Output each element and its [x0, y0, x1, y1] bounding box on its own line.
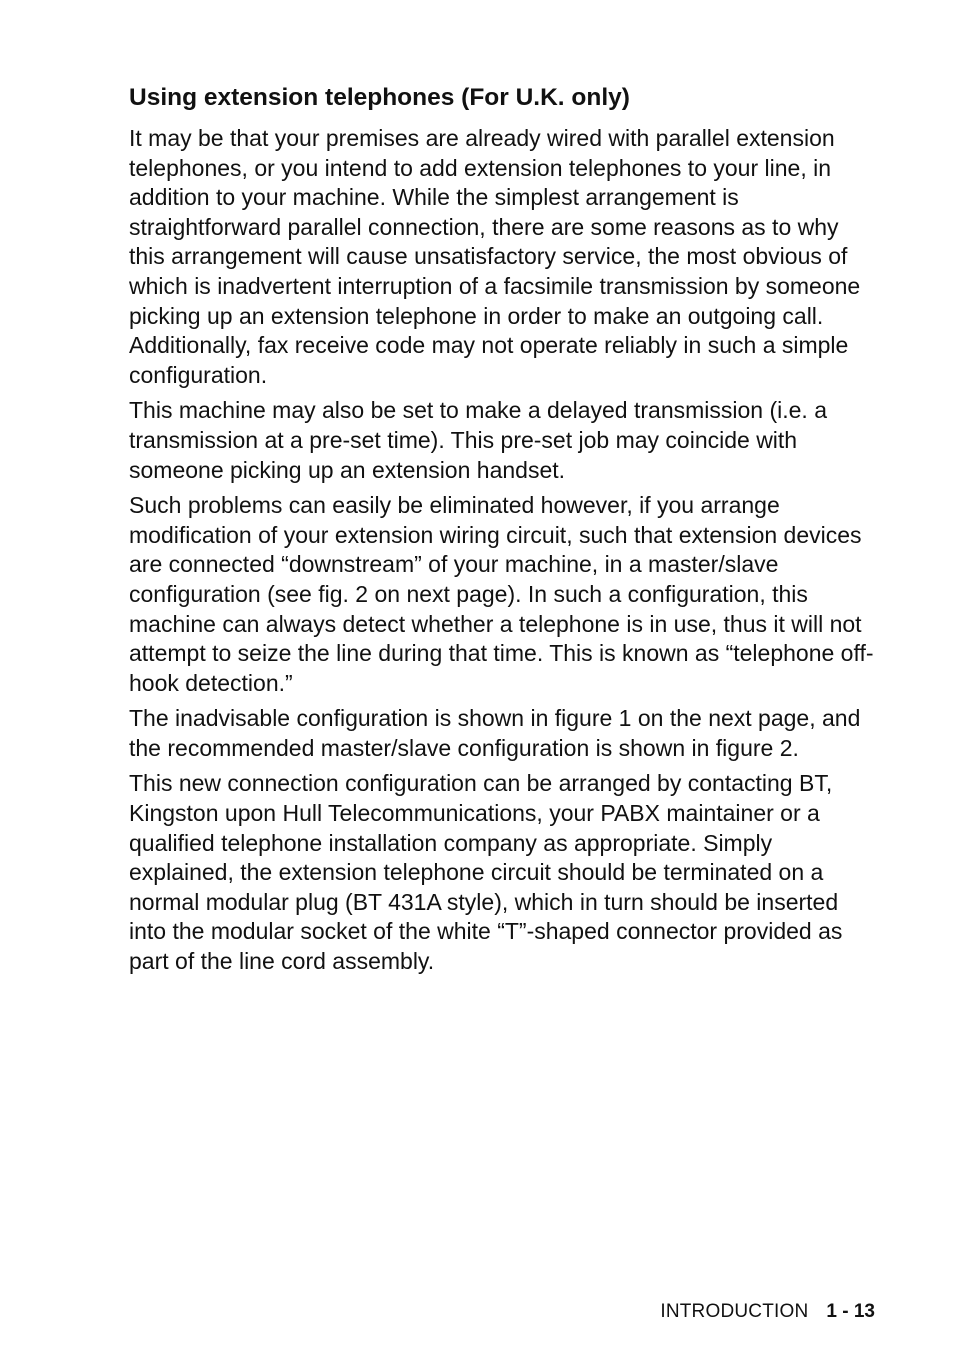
paragraph-5: This new connection configuration can be arranged by contacting BT, Kingston upon Hull Telecommunications, your PABX maintainer or a qualified telephone installation company as appropriate. Simply explained, the extension telephone circuit should be terminated on a normal modular plug (BT 431A style), which in turn should be inserted into the modular socket of the white “T”-shaped connector provided as part of the line cord assembly. — [129, 770, 843, 975]
page-footer — [660, 1300, 875, 1324]
paragraph-4: The inadvisable configuration is shown in figure 1 on the next page, and the recommended master/slave configuration is shown in figure 2. — [129, 705, 861, 761]
paragraph-2: This machine may also be set to make a delayed transmission (i.e. a transmission at a pre-set time). This pre-set job may coincide with someone picking up an extension handset. — [129, 397, 827, 483]
section-heading: Using extension telephones (For U.K. only) — [129, 84, 630, 111]
paragraph-1: It may be that your premises are already wired with parallel extension telephones, or you intend to add extension telephones to your line, in addition to your machine. While the simplest arrangement is straightforward parallel connection, there are some reasons as to why this arrangement will cause unsatisfactory service, the most obvious of which is inadvertent interruption of a facsimile transmission by someone picking up an extension telephone in order to make an outgoing call. Additionally, fax receive code may not operate reliably in such a simple configuration. — [129, 125, 861, 388]
page-number: 1 - 13 — [826, 1301, 875, 1322]
footer-section-name: INTRODUCTION — [660, 1301, 809, 1322]
paragraph-3: Such problems can easily be eliminated however, if you arrange modification of your extension wiring circuit, such that extension devices are connected “downstream” of your machine, in a master/slave configuration (see fig. 2 on next page). In such a configuration, this machine can always detect whether a telephone is in use, thus it will not attempt to seize the line during that time. This is known as “telephone off-hook detection.” — [129, 492, 874, 696]
body-text — [129, 124, 877, 983]
